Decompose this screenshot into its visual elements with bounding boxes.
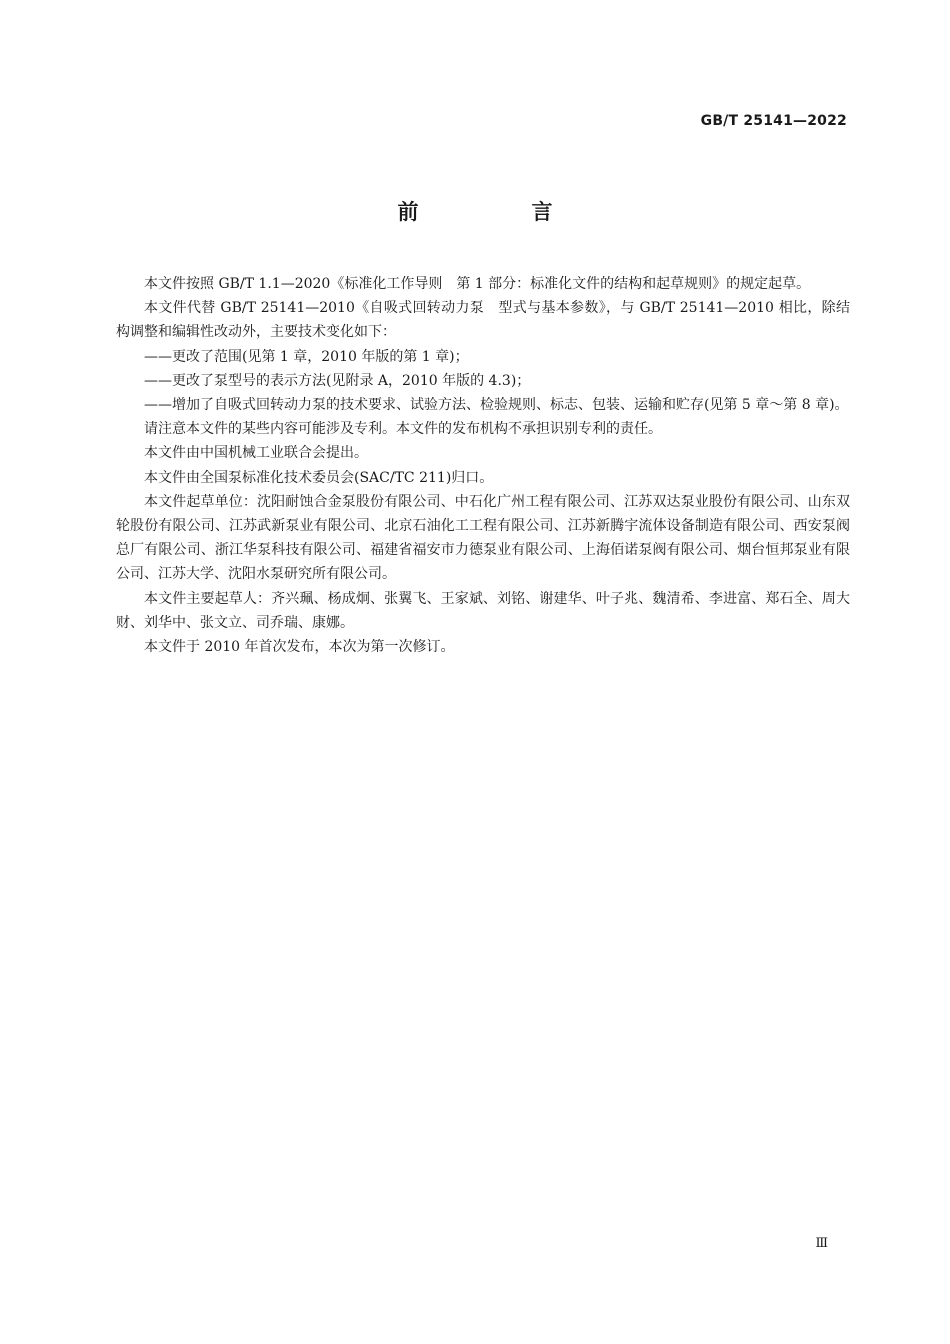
change-item-model-designation: ——更改了泵型号的表示方法(见附录 A，2010 年版的 4.3)； [144,372,531,389]
paragraph-centralized-by: 本文件由全国泵标准化技术委员会(SAC/TC 211)归口。 [144,469,494,486]
foreword-body [116,272,850,659]
paragraph-replacement: 本文件代替 GB/T 25141—2010《自吸式回转动力泵 型式与基本参数》，与 GB/T 25141—2010 相比，除结构调整和编辑性改动外，主要技术变化如下： [116,300,850,341]
paragraph-drafting-rules: 本文件按照 GB/T 1.1—2020《标准化工作导则 第 1 部分：标准化文件的结构和起草规则》的规定起草。 [144,276,811,292]
page-title: 前 言 [397,200,599,224]
paragraph-drafting-organizations: 本文件起草单位：沈阳耐蚀合金泵股份有限公司、中石化广州工程有限公司、江苏双达泵业股份有限公司、山东双轮股份有限公司、江苏武新泵业有限公司、北京石油化工工程有限公司、江苏新腾宇流体设备制造有限公司、西安泵阀总厂有限公司、浙江华泵科技有限公司、福建省福安市力德泵业有限公司、上海佰诺泵阀有限公司、烟台恒邦泵业有限公司、江苏大学、沈阳水泵研究所有限公司。 [116,493,850,583]
page-number: Ⅲ [815,1236,828,1251]
change-item-technical-requirements: ——增加了自吸式回转动力泵的技术要求、试验方法、检验规则、标志、包装、运输和贮存(见第 5 章～第 8 章)。 [144,397,849,414]
standard-code: GB/T 25141—2022 [700,113,847,129]
paragraph-publication-history: 本文件于 2010 年首次发布，本次为第一次修订。 [144,639,455,656]
paragraph-drafters: 本文件主要起草人：齐兴珮、杨成炯、张翼飞、王家斌、刘铭、谢建华、叶子兆、魏清希、李进富、郑石全、周大财、刘华中、张文立、司乔瑞、康娜。 [116,590,850,631]
change-item-scope: ——更改了范围(见第 1 章，2010 年版的第 1 章)； [144,348,469,365]
paragraph-proposed-by: 本文件由中国机械工业联合会提出。 [144,445,368,462]
paragraph-patent-notice: 请注意本文件的某些内容可能涉及专利。本文件的发布机构不承担识别专利的责任。 [144,421,662,438]
